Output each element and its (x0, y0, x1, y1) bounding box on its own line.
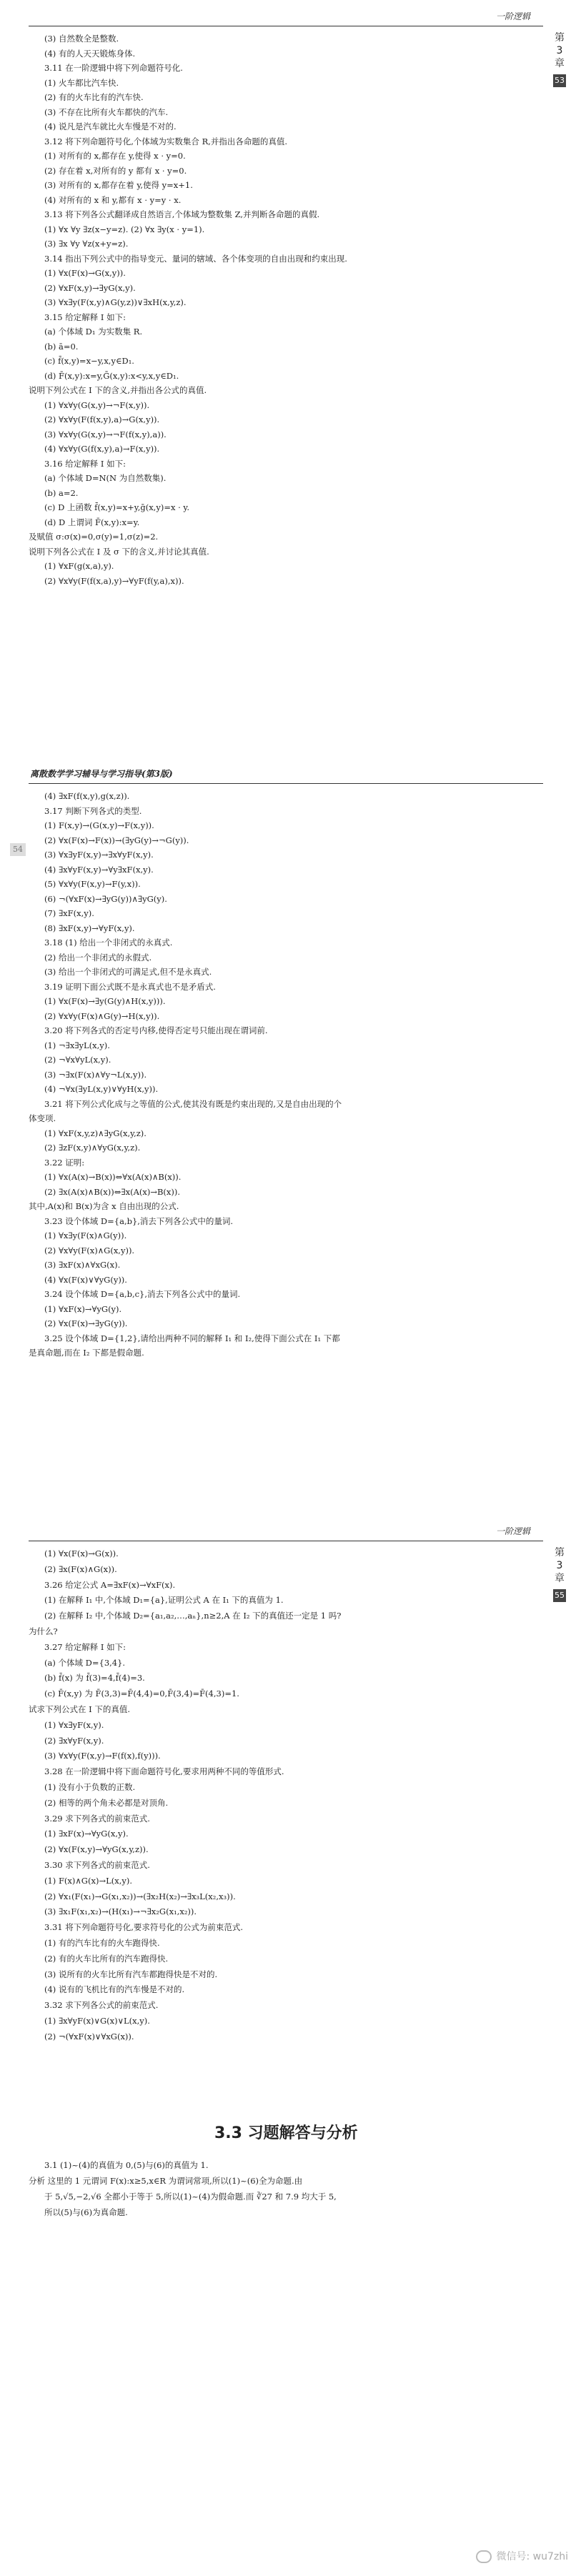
text-line: (2) ¬∀x∀yL(x,y). (44, 1055, 111, 1065)
text-line: (2) 给出一个非闭式的永假式. (44, 952, 152, 963)
text-line: (1) ∀x∀y(G(x,y)→¬F(x,y)). (44, 399, 150, 410)
text-line: (2) ∀xF(x,y)→∃yG(x,y). (44, 282, 136, 293)
text-line: (2) ∃x∀yF(x,y). (44, 1735, 104, 1746)
text-line: (1) 有的汽车比有的火车跑得快. (44, 1938, 160, 1948)
text-line: (2) 在解释 I₂ 中,个体域 D₂={a₁,a₂,…,aₙ},n≥2,A 在 I₂ 下的真值还一定是 1 吗? (44, 1611, 342, 1621)
text-line: 于 5,√5,−2,√6 全都小于等于 5,所以(1)~(4)为假命题.而 ∛27 和 7.9 均大于 5, (44, 2192, 337, 2202)
header-rule (29, 783, 543, 784)
text-line: (4) ∃x∀yF(x,y)→∀y∃xF(x,y). (44, 864, 154, 875)
page-header: 离散数学学习辅导与学习指导(第3版) (30, 769, 173, 779)
text-line: (4) ¬∀x(∃yL(x,y)∨∀yH(x,y)). (44, 1084, 159, 1094)
text-line: 3.26 给定公式 A=∃xF(x)→∀xF(x). (44, 1579, 176, 1590)
text-line: (1) 在解释 I₁ 中,个体域 D₁={a},证明公式 A 在 I₁ 下的真值为 1. (44, 1595, 284, 1606)
text-line: (b) a=2. (44, 487, 79, 498)
page-1 (0, 0, 581, 643)
text-line: (6) ¬(∀xF(x)→∃yG(y))∧∃yG(y). (44, 893, 167, 904)
wechat-icon (476, 2550, 492, 2563)
text-line: (2) ∃zF(x,y)∧∀yG(x,y,z). (44, 1143, 141, 1153)
chapter-tab-char: 3 (556, 45, 563, 56)
text-line: 所以(5)与(6)为真命题. (44, 2207, 128, 2217)
text-line: 3.25 设个体域 D={1,2},请给出两种不同的解释 I₁ 和 I₂,使得下面公式在 I₁ 下都 (44, 1333, 340, 1343)
text-line: (1) ∀x ∀y ∃z(x−y=z). (2) ∀x ∃y(x · y=1). (44, 224, 205, 234)
text-line: 3.27 给定解释 I 如下: (44, 1641, 126, 1652)
text-line: 是真命题,而在 I₂ 下都是假命题. (29, 1348, 144, 1358)
text-line: 3.12 将下列命题符号化,个体域为实数集合 R,并指出各命题的真值. (44, 136, 288, 146)
chapter-tab-char: 3 (556, 1560, 563, 1571)
text-line: (1) 没有小于负数的正数. (44, 1782, 136, 1792)
text-line: (a) 个体域 D={3,4}. (44, 1657, 126, 1668)
text-line: (4) 说有的飞机比有的汽车慢是不对的. (44, 1984, 185, 1995)
text-line: (1) ∀xF(g(x,a),y). (44, 561, 114, 571)
text-line: (3) ∃x₁F(x₁,x₂)→(H(x₁)→¬∃x₂G(x₁,x₂)). (44, 1906, 197, 1917)
text-line: (1) 对所有的 x,都存在 y,使得 x · y=0. (44, 151, 186, 161)
text-line: (2) ¬(∀xF(x)∨∀xG(x)). (44, 2031, 134, 2042)
page-header: 一阶逻辑 (496, 11, 531, 21)
text-line: 3.20 将下列各式的否定号内移,使得否定号只能出现在谓词前. (44, 1025, 268, 1035)
text-line: 其中,A(x)和 B(x)为含 x 自由出现的公式. (29, 1201, 179, 1211)
text-line: (2) ∀x∀y(F(x)∧G(x,y)). (44, 1245, 135, 1255)
text-line: 体变项. (29, 1113, 56, 1123)
text-line: (2) 相等的两个角未必都是对顶角. (44, 1797, 169, 1808)
text-line: (1) ∀xF(x)→∀yG(y). (44, 1303, 122, 1314)
text-line: (1) ∀x∃y(F(x)∧G(y)). (44, 1230, 127, 1240)
text-line: (2) ∀x∀y(F(f(x,y),a)→G(x,y)). (44, 414, 160, 424)
chapter-tab (553, 1546, 566, 1585)
text-line: (1) ∃xF(x)→∀yG(x,y). (44, 1829, 129, 1839)
chapter-tab-char: 第 (555, 1547, 565, 1558)
text-line: 3.14 指出下列公式中的指导变元、量词的辖域、各个体变项的自由出现和约束出现. (44, 253, 347, 264)
text-line: 3.1 (1)~(4)的真值为 0,(5)与(6)的真值为 1. (44, 2160, 209, 2170)
page-number: 53 (553, 74, 566, 87)
text-line: 为什么? (29, 1626, 58, 1636)
watermark (476, 2549, 568, 2563)
text-line: (2) ∃x(A(x)∧B(x))⇔∃x(A(x)→B(x)). (44, 1186, 181, 1197)
text-line: (2) 存在着 x,对所有的 y 都有 x · y=0. (44, 165, 187, 176)
text-line: 3.17 判断下列各式的类型. (44, 805, 142, 816)
text-line: (1) ∀x(F(x)→∃y(G(y)∧H(x,y))). (44, 996, 166, 1006)
text-line: 3.13 将下列各公式翻译成自然语言,个体域为整数集 Z,并判断各命题的真假. (44, 209, 320, 219)
text-line: (4) ∀x∀y(G(f(x,y),a)→F(x,y)). (44, 444, 160, 454)
text-line: (2) ∀x(F(x,y)→∀yG(x,y,z)). (44, 1844, 149, 1855)
text-line: (2) ∀x(F(x)→F(x))→(∃yG(y)→¬G(y)). (44, 835, 189, 845)
text-line: 3.21 将下列公式化成与之等值的公式,使其没有既是约束出现的,又是自由出现的个 (44, 1098, 342, 1109)
section-title: 3.3 习题解答与分析 (214, 2124, 358, 2142)
text-line: (1) F(x,y)→(G(x,y)→F(x,y)). (44, 820, 154, 830)
text-line: (5) ∀x∀y(F(x,y)→F(y,x)). (44, 879, 141, 889)
text-line: 说明下列各公式在 I 及 σ 下的含义,并讨论其真值. (29, 546, 209, 557)
chapter-tab-char: 章 (555, 58, 565, 69)
text-line: (4) 对所有的 x 和 y,都有 x · y=y · x. (44, 194, 182, 205)
watermark-text: 微信号: wu7zhi (496, 2551, 568, 2562)
page-3 (0, 1515, 581, 2576)
text-line: (1) ¬∃x∃yL(x,y). (44, 1040, 110, 1050)
text-line: (a) 个体域 D=N(N 为自然数集). (44, 473, 167, 483)
text-line: (3) ∀x∀y(G(x,y)→¬F(f(x,y),a)). (44, 429, 167, 439)
chapter-tab-char: 章 (555, 1573, 565, 1584)
text-line: 3.11 在一阶逻辑中将下列命题符号化. (44, 63, 183, 73)
text-line: (c) D 上函数 f̄(x,y)=x+y,ḡ(x,y)=x · y. (44, 502, 190, 512)
text-line: (2) 有的火车比有的汽车快. (44, 92, 144, 102)
text-line: (3) ¬∃x(F(x)∧∀y¬L(x,y)). (44, 1069, 147, 1080)
text-line: (3) ∃x ∀y ∀z(x+y=z). (44, 239, 129, 249)
text-line: (2) ∀x(F(x)→∃yG(y)). (44, 1318, 128, 1328)
text-line: (b) f̄(x) 为 f̄(3)=4,f̄(4)=3. (44, 1673, 145, 1684)
text-line: (3) 不存在比所有火车都快的汽车. (44, 106, 169, 117)
text-line: 3.31 将下列命题符号化,要求符号化的公式为前束范式. (44, 1922, 244, 1933)
text-line: (c) F̄(x,y) 为 F̄(3,3)=F̄(4,4)=0,F̄(3,4)=F̄(4,3)=1. (44, 1689, 239, 1699)
page-2 (0, 757, 581, 1401)
text-line: 3.32 求下列各公式的前束范式. (44, 2000, 159, 2011)
text-line: (7) ∃xF(x,y). (44, 908, 94, 918)
text-line: (4) ∃xF(f(x,y),g(x,z)). (44, 791, 130, 801)
text-line: (c) f̄(x,y)=x−y,x,y∈D₁. (44, 356, 134, 366)
text-line: 3.16 给定解释 I 如下: (44, 458, 126, 469)
text-line: (3) ∀x∀y(F(x,y)→F(f(x),f(y))). (44, 1751, 161, 1761)
chapter-tab (553, 31, 566, 70)
text-line: (4) ∀x(F(x)∨∀yG(y)). (44, 1274, 127, 1285)
text-line: (3) ∃xF(x)∧∀xG(x). (44, 1260, 121, 1270)
text-line: 3.19 证明下面公式既不是永真式也不是矛盾式. (44, 981, 216, 992)
text-line: 试求下列公式在 I 下的真值. (29, 1704, 131, 1714)
text-line: 及赋值 σ:σ(x)=0,σ(y)=1,σ(z)=2. (29, 532, 159, 542)
text-line: (a) 个体域 D₁ 为实数集 R. (44, 327, 143, 337)
chapter-tab-char: 第 (555, 32, 565, 44)
text-line: 3.22 证明: (44, 1157, 85, 1168)
text-line: (2) ∀x∀y(F(f(x,a),y)→∀yF(f(y,a),x)). (44, 575, 184, 586)
text-line: (1) ∀x(A(x)→B(x))⇔∀x(A(x)∧B(x)). (44, 1172, 182, 1182)
text-line: 3.29 求下列各式的前束范式. (44, 1813, 150, 1824)
text-line: (3) 说所有的火车比所有汽车都跑得快是不对的. (44, 1969, 218, 1979)
text-line: (3) 给出一个非闭式的可满足式,但不是永真式. (44, 967, 212, 977)
text-line: (2) ∀x₁(F(x₁)→G(x₁,x₂))→(∃x₂H(x₂)→∃x₃L(x₂,x₃)). (44, 1891, 236, 1901)
text-line: (1) ∀xF(x,y,z)∧∃yG(x,y,z). (44, 1128, 147, 1138)
text-line: 3.24 设个体域 D={a,b,c},消去下列各公式中的量词. (44, 1289, 241, 1299)
text-line: (2) ∃x(F(x)∧G(x)). (44, 1563, 117, 1574)
page-header: 一阶逻辑 (496, 1526, 531, 1536)
text-line: 3.30 求下列各式的前束范式. (44, 1860, 150, 1870)
text-line: 3.18 (1) 给出一个非闭式的永真式. (44, 938, 173, 948)
text-line: (3) 自然数全是整数. (44, 34, 119, 44)
text-line: (3) 对所有的 x,都存在着 y,使得 y=x+1. (44, 180, 193, 190)
text-line: (2) 有的火车比所有的汽车跑得快. (44, 1953, 169, 1964)
text-line: (1) ∀x(F(x)→G(x)). (44, 1548, 119, 1558)
text-line: (1) F(x)∧G(x)→L(x,y). (44, 1875, 132, 1886)
text-line: (4) 有的人天天锻炼身体. (44, 48, 136, 59)
page-number: 54 (10, 843, 26, 856)
text-line: (1) 火车都比汽车快. (44, 77, 119, 88)
text-line: (1) ∀x∃yF(x,y). (44, 1719, 104, 1730)
text-line: (b) ā=0. (44, 341, 79, 352)
text-line: (1) ∃x∀yF(x)∨G(x)∨L(x,y). (44, 2016, 150, 2026)
text-line: 3.28 在一阶逻辑中将下面命题符号化,要求用两种不同的等值形式. (44, 1766, 284, 1777)
text-line: (4) 说凡是汽车就比火车慢是不对的. (44, 121, 177, 131)
text-line: (3) ∀x∃y(F(x,y)∧G(y,z))∨∃xH(x,y,z). (44, 297, 187, 307)
text-line: 分析 这里的 1 元谓词 F(x):x≥5,x∈R 为谓词常项,所以(1)~(6)全为命题.由 (29, 2176, 303, 2186)
text-line: (8) ∃xF(x,y)→∀yF(x,y). (44, 923, 135, 933)
text-line: (1) ∀x(F(x)→G(x,y)). (44, 268, 126, 278)
text-line: 3.23 设个体域 D={a,b},消去下列各公式中的量词. (44, 1215, 234, 1226)
text-line: (3) ∀x∃yF(x,y)→∃x∀yF(x,y). (44, 850, 154, 860)
text-line: (d) F̄(x,y):x=y,Ḡ(x,y):x<y,x,y∈D₁. (44, 370, 179, 381)
text-line: 3.15 给定解释 I 如下: (44, 312, 126, 322)
text-line: 说明下列公式在 I 下的含义,并指出各公式的真值. (29, 385, 207, 395)
page-number: 55 (553, 1589, 566, 1602)
text-line: (2) ∀x∀y(F(x)∧G(y)→H(x,y)). (44, 1010, 160, 1021)
text-line: (d) D 上谓词 F̄(x,y):x=y. (44, 517, 140, 527)
